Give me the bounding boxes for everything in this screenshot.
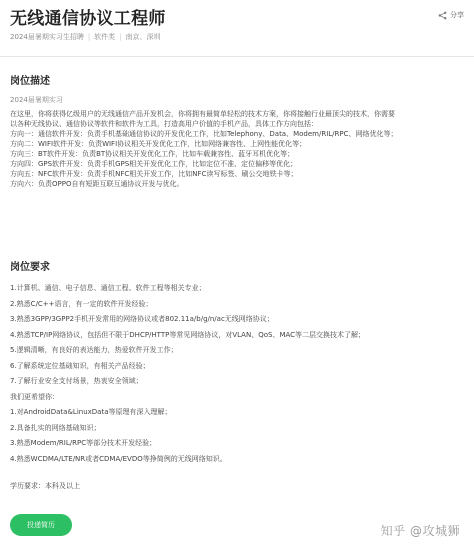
description-line: 方向二：WIFI软件开发：负责WIFI协议相关开发优化工作，比如网络兼容性、上网性能优化等； (10, 140, 307, 148)
requirement-line: 4.熟悉WCDMA/LTE/NR或者CDMA/EVDO等挣简例的无线网络知识。 (10, 454, 227, 463)
meta-separator: | (119, 33, 122, 41)
education-requirement: 学历要求：本科及以上 (10, 482, 80, 490)
description-line: 方向六：负责OPPO自有短距互联互通协议开发与优化。 (10, 180, 184, 188)
requirement-line: 3.熟悉3GPP/3GPP2手机开发常用的网络协议或者802.11a/b/g/n/ac无线网络协议； (10, 315, 274, 323)
description-list (10, 109, 464, 189)
job-header (0, 0, 474, 54)
job-requirements-section (10, 258, 464, 491)
watermark: 知乎 @攻城狮 (380, 524, 460, 538)
job-type: 2024届暑期实习生招聘 (10, 33, 84, 41)
share-icon (438, 11, 447, 20)
requirements-list (10, 281, 464, 467)
description-title: 岗位描述 (10, 76, 50, 87)
requirement-line: 1.计算机、通信、电子信息、通信工程、软件工程等相关专业； (10, 284, 206, 292)
requirement-line: 5.逻辑清晰，有良好的表达能力，热爱软件开发工作； (10, 346, 178, 354)
requirement-line: 4.熟悉TCP/IP网络协议，包括但不限于DHCP/HTTP等常见网络协议，对VLAN、QoS、MAC等二层交换技术了解； (10, 330, 366, 339)
requirement-line: 2.具备扎实的网络基础知识； (10, 423, 101, 432)
description-subtitle: 2024届暑期实习 (10, 96, 63, 104)
description-line: 方向三：BT软件开发：负责BT协议相关开发优化工作，比如车载兼容性、蓝牙耳机优化等； (10, 150, 295, 158)
description-line: 方向一：通信软件开发：负责手机基础通信协议的开发优化工作，比如Telephony、Data、Modem/RIL/RPC、网络优化等； (10, 130, 398, 138)
share-button[interactable] (438, 10, 464, 20)
apply-button[interactable]: 投递简历 (10, 514, 72, 536)
requirements-title: 岗位要求 (10, 262, 50, 273)
job-location: 南京、深圳 (125, 33, 161, 41)
requirement-line: 我们更希望你： (10, 392, 59, 401)
share-label: 分享 (450, 11, 464, 19)
description-line: 在这里，你将获得亿级用户的无线通信产品开发机会，你将拥有最简单轻松的技术方案，你将接触行业最顶尖的技术，你需要 (10, 110, 395, 118)
requirement-line: 6.了解系统定位基础知识，有相关产品经验； (10, 361, 150, 370)
meta-separator: | (87, 33, 91, 41)
job-meta (10, 32, 161, 42)
requirement-line: 2.熟悉C/C++语言，有一定的软件开发经验； (10, 299, 153, 308)
description-line: 以各种无线协议、通信协议等软件和软件为工具，打造高用户价值的手机产品，具体工作方向包括： (10, 120, 318, 128)
requirement-line: 3.熟悉Modem/RIL/RPC等部分技术开发经验； (10, 439, 157, 447)
description-line: 方向五：NFC软件开发：负责手机NFC相关开发工作，比如NFC读写标签、刷公交地铁卡等； (10, 170, 298, 178)
requirement-line: 7.了解行业安全支付场景，热衷安全领域； (10, 377, 143, 385)
header-divider (0, 56, 474, 57)
job-title: 无线通信协议工程师 (10, 9, 166, 29)
description-line: 方向四：GPS软件开发：负责手机GPS相关开发优化工作，比如定位不准、定位偏移等优化； (10, 160, 298, 168)
job-category: 软件类 (94, 33, 116, 41)
requirement-line: 1.对AndroidData&LinuxData等原理有深入理解； (10, 408, 172, 416)
job-description-section (10, 72, 464, 189)
